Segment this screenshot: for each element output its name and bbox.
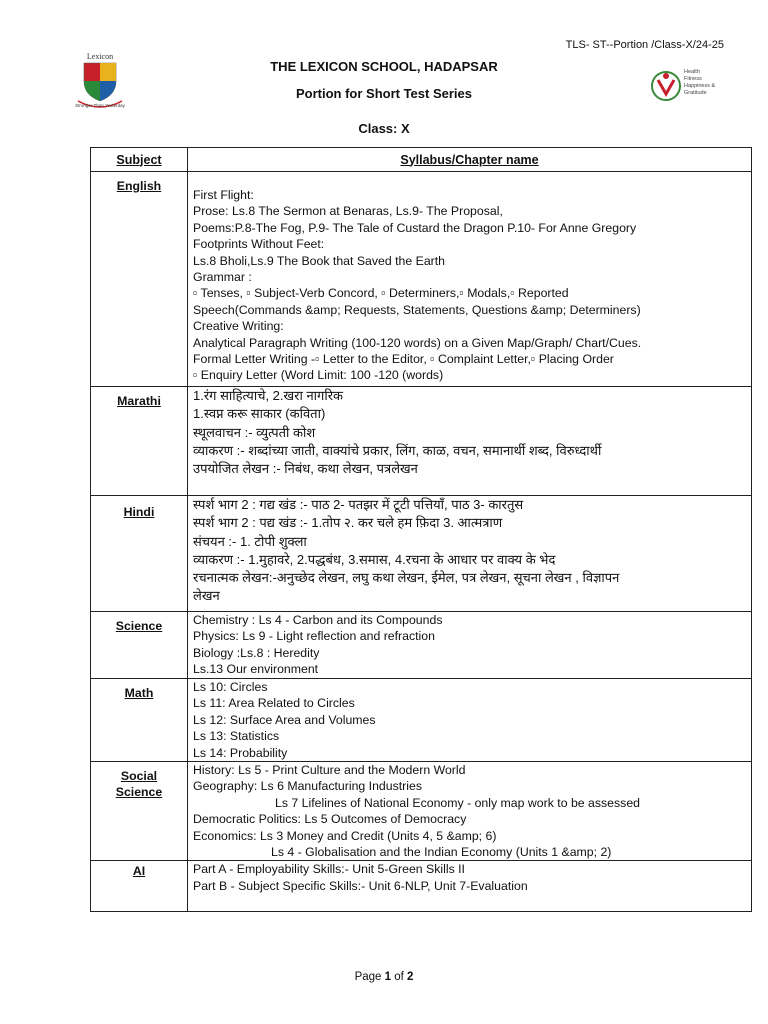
syllabus-line: Ls 11: Area Related to Circles bbox=[193, 696, 355, 711]
syllabus-line: Ls.8 Bholi,Ls.9 The Book that Saved the Earth bbox=[193, 253, 446, 268]
syllabus-line: Democratic Politics: Ls 5 Outcomes of Democracy bbox=[193, 812, 467, 827]
syllabus-line: Economics: Ls 3 Money and Credit (Units 4, 5 &amp; 6) bbox=[193, 828, 497, 843]
syllabus-line: उपयोजित लेखन :- निबंध, कथा लेखन, पत्रलेखन bbox=[193, 461, 418, 477]
page-of: of bbox=[391, 971, 408, 983]
syllabus-line: 1.स्वप्न करू साकार (कविता) bbox=[193, 406, 326, 422]
svg-text:Health: Health bbox=[684, 69, 700, 75]
page-number bbox=[0, 971, 768, 983]
svg-text:Stronger Than Yesterday: Stronger Than Yesterday bbox=[75, 103, 125, 108]
subject-name: Social bbox=[120, 769, 158, 784]
syllabus-line: Creative Writing: bbox=[193, 319, 284, 334]
syllabus-line: लेखन bbox=[193, 588, 220, 604]
table-row bbox=[91, 861, 752, 912]
syllabus-line: Formal Letter Writing -▫ Letter to the Editor, ▫ Complaint Letter,▫ Placing Order bbox=[193, 352, 614, 367]
subject-cell bbox=[91, 496, 188, 612]
syllabus-cell bbox=[188, 172, 752, 387]
syllabus-line: Grammar : bbox=[193, 270, 252, 285]
syllabus-line: Chemistry : Ls 4 - Carbon and its Compounds bbox=[193, 613, 443, 627]
syllabus-line: ▫ Tenses, ▫ Subject-Verb Concord, ▫ Determiners,▫ Modals,▫ Reported bbox=[193, 286, 569, 301]
subject-name: Science bbox=[115, 785, 163, 800]
syllabus-line: संचयन :- 1. टोपी शुक्ला bbox=[193, 533, 307, 549]
syllabus-line: Prose: Ls.8 The Sermon at Benaras, Ls.9- The Proposal, bbox=[193, 204, 503, 219]
syllabus-line: Ls 10: Circles bbox=[193, 680, 268, 694]
table-row bbox=[91, 612, 752, 679]
table-header-row bbox=[91, 148, 752, 172]
syllabus-line: Ls.13 Our environment bbox=[193, 662, 319, 677]
subject-cell bbox=[91, 762, 188, 861]
syllabus-cell bbox=[188, 679, 752, 762]
school-name: THE LEXICON SCHOOL, HADAPSAR bbox=[270, 59, 498, 74]
subject-cell bbox=[91, 387, 188, 496]
table-row bbox=[91, 387, 752, 496]
total-pages: 2 bbox=[407, 971, 414, 983]
subject-name: Math bbox=[124, 686, 154, 700]
subject-cell bbox=[91, 861, 188, 912]
syllabus-line: Poems:P.8-The Fog, P.9- The Tale of Custard the Dragon P.10- For Anne Gregory bbox=[193, 220, 637, 235]
syllabus-line: Ls 7 Lifelines of National Economy - only map work to be assessed bbox=[275, 795, 640, 810]
syllabus-line: Speech(Commands &amp; Requests, Statements, Questions &amp; Determiners) bbox=[193, 302, 641, 317]
syllabus-cell bbox=[188, 861, 752, 912]
syllabus-cell bbox=[188, 762, 752, 861]
subject-name: Science bbox=[115, 619, 163, 633]
syllabus-line: Biology :Ls.8 : Heredity bbox=[193, 645, 320, 660]
table-row bbox=[91, 762, 752, 861]
syllabus-line: Footprints Without Feet: bbox=[193, 237, 325, 252]
syllabus-line: Ls 12: Surface Area and Volumes bbox=[193, 712, 376, 727]
subject-name: Hindi bbox=[123, 505, 155, 519]
class-label: Class: X bbox=[358, 121, 410, 136]
subject-name: Marathi bbox=[117, 394, 161, 408]
syllabus-line: History: Ls 5 - Print Culture and the Modern World bbox=[193, 763, 466, 778]
syllabus-line: 1.रंग साहित्याचे, 2.खरा नागरिक bbox=[193, 388, 344, 403]
syllabus-line: Ls 4 - Globalisation and the Indian Economy (Units 1 &amp; 2) bbox=[271, 845, 612, 860]
subject-column-header: Subject bbox=[91, 148, 188, 172]
syllabus-line: ▫ Enquiry Letter (Word Limit: 100 -120 (words) bbox=[193, 368, 444, 383]
subject-cell bbox=[91, 612, 188, 679]
document-reference: TLS- ST--Portion /Class-X/24-25 bbox=[565, 39, 724, 51]
syllabus-line: Part A - Employability Skills:- Unit 5-Green Skills II bbox=[193, 862, 465, 877]
syllabus-line: Geography: Ls 6 Manufacturing Industries bbox=[193, 779, 422, 794]
syllabus-line: स्थूलवाचन :- व्युत्पती कोश bbox=[193, 424, 316, 440]
syllabus-line: Physics: Ls 9 - Light reflection and refraction bbox=[193, 629, 435, 644]
subject-name: English bbox=[116, 179, 162, 193]
current-page: 1 bbox=[384, 971, 392, 983]
svg-text:Lexicon: Lexicon bbox=[86, 52, 114, 61]
syllabus-line: Ls 14: Probability bbox=[193, 745, 288, 760]
syllabus-line: Part B - Subject Specific Skills:- Unit 6-NLP, Unit 7-Evaluation bbox=[193, 878, 528, 893]
syllabus-line: First Flight: bbox=[193, 188, 254, 202]
svg-text:Happiness &: Happiness & bbox=[684, 83, 716, 89]
table-row bbox=[91, 679, 752, 762]
syllabus-cell bbox=[188, 496, 752, 612]
portion-table bbox=[90, 147, 752, 912]
table-row bbox=[91, 172, 752, 387]
syllabus-line: व्याकरण :- शब्दांच्या जाती, वाक्यांचे प्रकार, लिंग, काळ, वचन, समानार्थी शब्द, विरुध्दार्थी bbox=[193, 442, 602, 458]
document-title: Portion for Short Test Series bbox=[295, 86, 472, 101]
syllabus-line: Ls 13: Statistics bbox=[193, 729, 280, 744]
svg-text:Gratitude: Gratitude bbox=[684, 90, 707, 96]
syllabus-line: स्पर्श भाग 2 : पद्य खंड :- 1.तोप २. कर चले हम फ़िदा 3. आत्मत्राण bbox=[193, 515, 503, 531]
syllabus-line: व्याकरण :- 1.मुहावरे, 2.पद्धबंध, 3.समास, 4.रचना के आधार पर वाक्य के भेद bbox=[193, 551, 556, 567]
subject-cell bbox=[91, 172, 188, 387]
page-prefix: Page bbox=[354, 971, 385, 983]
syllabus-cell bbox=[188, 387, 752, 496]
syllabus-cell bbox=[188, 612, 752, 679]
table-row bbox=[91, 496, 752, 612]
subject-cell bbox=[91, 679, 188, 762]
svg-text:Fitness: Fitness bbox=[684, 76, 702, 82]
syllabus-column-header: Syllabus/Chapter name bbox=[188, 148, 752, 172]
syllabus-line: स्पर्श भाग 2 : गद्य खंड :- पाठ 2- पतझर में टूटी पत्तियाँ, पाठ 3- कारतुस bbox=[193, 497, 524, 512]
syllabus-line: रचनात्मक लेखन:-अनुच्छेद लेखन, लघु कथा लेखन, ईमेल, पत्र लेखन, सूचना लेखन , विज्ञापन bbox=[193, 570, 620, 586]
syllabus-line: Analytical Paragraph Writing (100-120 words) on a Given Map/Graph/ Chart/Cues. bbox=[193, 335, 642, 350]
subject-name: AI bbox=[132, 864, 146, 879]
